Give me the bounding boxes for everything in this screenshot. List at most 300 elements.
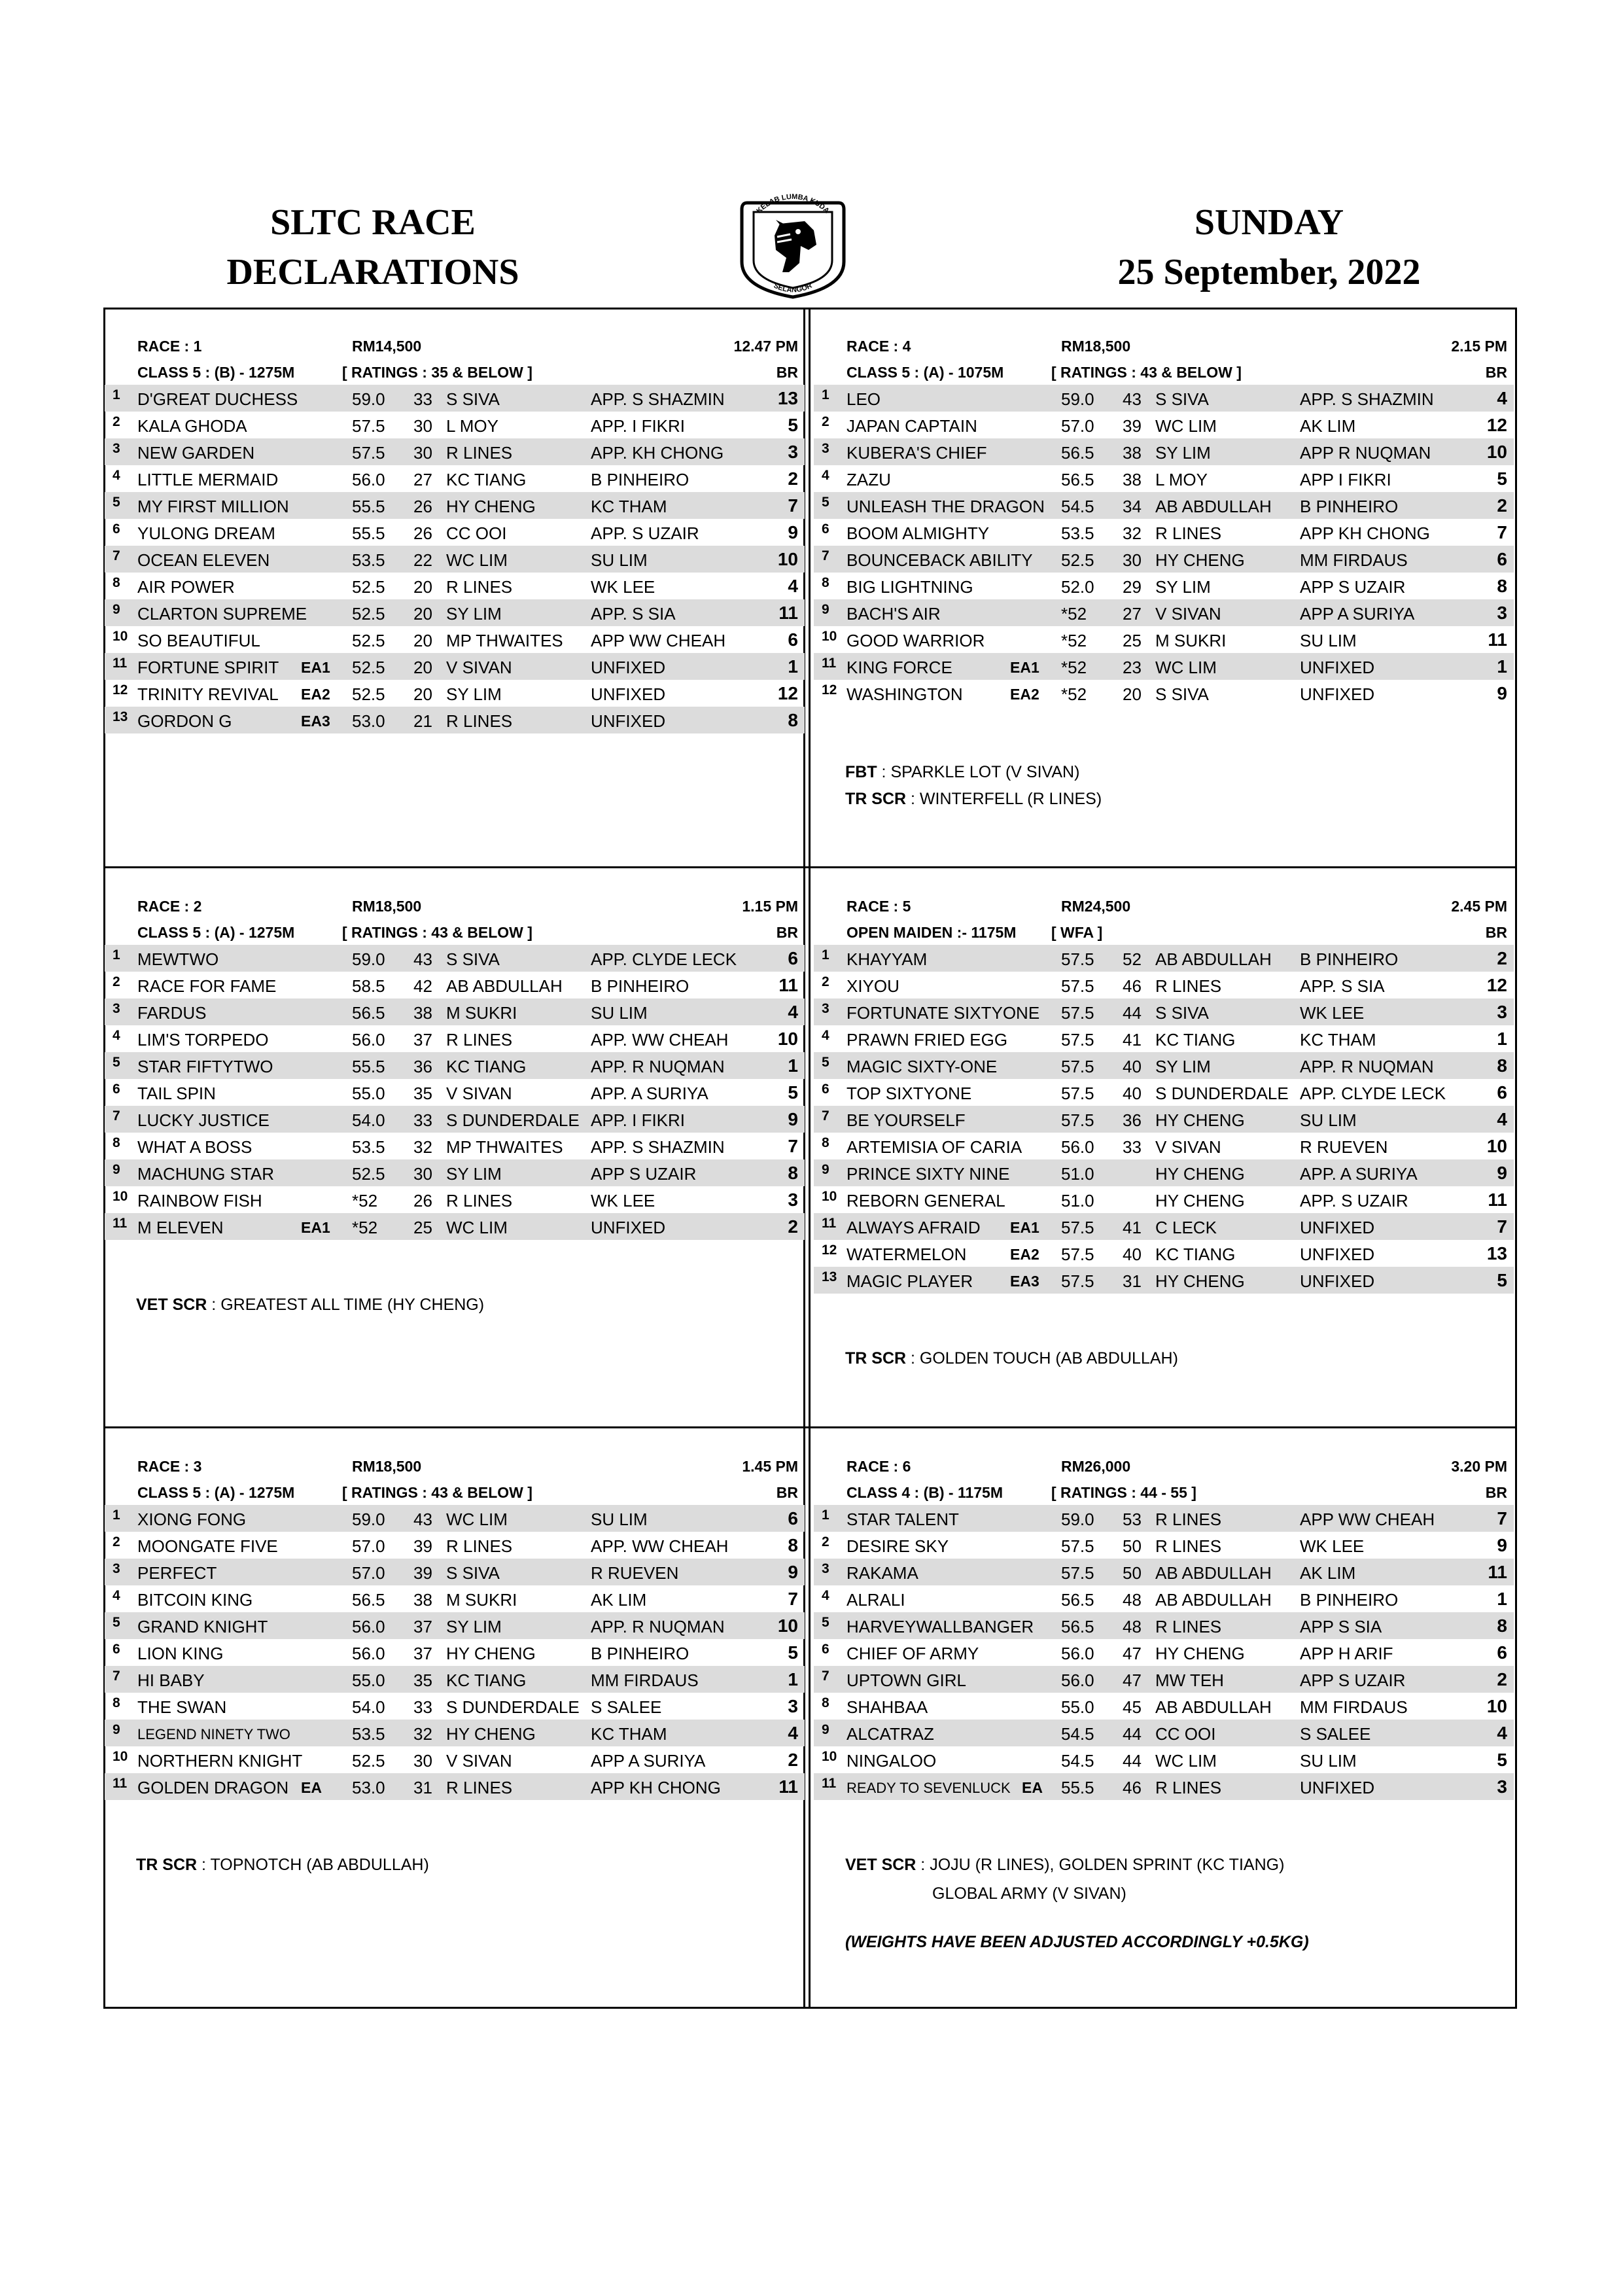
row-divider-2 [103,1426,1517,1428]
jockey-name: MM FIRDAUS [591,1670,699,1690]
barrier-draw: 10 [777,1029,798,1049]
handicap-weight: 56.5 [1061,470,1094,489]
trainer-name: R LINES [1155,976,1222,996]
trainer-name: KC TIANG [1155,1245,1236,1264]
title-right-line2: 25 September, 2022 [1117,252,1421,292]
horse-name: HI BABY [137,1670,205,1690]
trainer-name: S SIVA [1155,684,1209,704]
jockey-name: APP. S SIA [1300,976,1385,996]
handicap-weight: 57.5 [1061,1536,1094,1556]
race-prize: RM26,000 [1061,1458,1131,1475]
jockey-name: APP KH CHONG [1300,523,1430,543]
horse-name: SHAHBAA [846,1697,928,1717]
horse-rating: 31 [413,1778,432,1797]
jockey-name: APP I FIKRI [1300,470,1391,489]
horse-rating: 20 [413,684,432,704]
runner-row [105,1746,805,1773]
trainer-name: SY LIM [446,1617,502,1636]
runner-number: 3 [822,1561,829,1576]
handicap-weight: 55.5 [1061,1778,1094,1797]
runner-row [105,1213,805,1240]
emergency-acceptor-tag: EA2 [1010,686,1039,703]
handicap-weight: 59.0 [1061,1510,1094,1529]
barrier-draw: 7 [1497,1508,1507,1528]
barrier-draw: 9 [1497,683,1507,703]
horse-rating: 29 [1123,577,1142,597]
runner-row [105,680,805,707]
race-class: CLASS 5 : (A) - 1275M [137,924,295,941]
handicap-weight: 53.5 [352,1724,385,1744]
barrier-draw: 11 [1488,629,1507,650]
handicap-weight: 55.0 [1061,1697,1094,1717]
runner-row [814,972,1514,998]
runner-list [814,1505,1514,1800]
horse-name: KUBERA'S CHIEF [846,443,987,463]
horse-name: NORTHERN KNIGHT [137,1751,303,1771]
barrier-draw: 1 [1497,656,1507,677]
trainer-name: AB ABDULLAH [1155,1563,1272,1583]
handicap-weight: 54.5 [1061,1724,1094,1744]
horse-rating: 47 [1123,1644,1142,1663]
horse-name: BOUNCEBACK ABILITY [846,550,1033,570]
horse-rating: 41 [1123,1218,1142,1237]
runner-row [814,1267,1514,1294]
horse-name: PRINCE SIXTY NINE [846,1164,1010,1184]
jockey-name: MM FIRDAUS [1300,1697,1408,1717]
handicap-weight: *52 [352,1218,378,1237]
race-time: 2.15 PM [1451,338,1507,355]
trainer-name: SY LIM [446,1164,502,1184]
trainer-name: S SIVA [446,949,500,969]
trainer-name: S SIVA [446,1563,500,1583]
horse-rating: 20 [413,658,432,677]
trainer-name: R LINES [446,1191,513,1210]
handicap-weight: 56.0 [352,1030,385,1050]
race-panel-4 [814,332,1514,707]
runner-row [814,1693,1514,1720]
jockey-name: APP. WW CHEAH [591,1536,729,1556]
horse-name: AIR POWER [137,577,235,597]
horse-rating: 20 [1123,684,1142,704]
runner-number: 12 [113,682,128,698]
trainer-name: R LINES [1155,1617,1222,1636]
horse-rating: 44 [1123,1003,1142,1023]
jockey-name: APP. S UZAIR [1300,1191,1408,1210]
emergency-acceptor-tag: EA1 [301,659,330,676]
trainer-name: R LINES [446,577,513,597]
horse-name: STAR TALENT [846,1510,959,1529]
barrier-draw: 10 [1486,1696,1507,1716]
runner-row [105,1693,805,1720]
jockey-name: WK LEE [1300,1536,1365,1556]
race-number: RACE : 6 [846,1458,911,1475]
runner-row [105,626,805,653]
jockey-name: APP H ARIF [1300,1644,1393,1663]
barrier-draw: 5 [788,1082,798,1103]
handicap-weight: 56.5 [1061,1590,1094,1610]
barrier-draw: 7 [1497,522,1507,542]
handicap-weight: 51.0 [1061,1164,1094,1184]
handicap-weight: *52 [352,1191,378,1210]
jockey-name: SU LIM [591,550,648,570]
race-rating: [ RATINGS : 43 & BELOW ] [342,924,532,941]
trainer-name: M SUKRI [1155,631,1227,650]
runner-row [814,1559,1514,1585]
runner-row [105,599,805,626]
runner-row [814,492,1514,519]
runner-number: 5 [113,495,120,510]
jockey-name: WK LEE [1300,1003,1365,1023]
barrier-draw: 5 [1497,1750,1507,1770]
horse-name: CHIEF OF ARMY [846,1644,979,1663]
handicap-weight: 57.5 [1061,1271,1094,1291]
race-class: OPEN MAIDEN :- 1175M [846,924,1017,941]
race-panel-1 [105,332,805,733]
barrier-draw: 6 [1497,1642,1507,1663]
horse-name: LITTLE MERMAID [137,470,279,489]
runner-row [814,1159,1514,1186]
row-divider-1 [103,866,1517,868]
horse-name: KHAYYAM [846,949,928,969]
handicap-weight: 55.0 [352,1084,385,1103]
handicap-weight: 57.0 [1061,416,1094,436]
horse-name: FORTUNATE SIXTYONE [846,1003,1040,1023]
horse-rating: 36 [1123,1110,1142,1130]
barrier-draw: 3 [788,442,798,462]
horse-rating: 33 [413,1110,432,1130]
runner-row [814,1585,1514,1612]
runner-number: 2 [822,1534,829,1549]
runner-row [814,1639,1514,1666]
runner-number: 10 [822,1189,837,1204]
trainer-name: SY LIM [1155,577,1211,597]
horse-rating: 20 [413,631,432,650]
handicap-weight: 52.5 [352,684,385,704]
runner-row [105,1773,805,1800]
horse-name: NEW GARDEN [137,443,255,463]
runner-row [814,546,1514,573]
handicap-weight: 53.0 [352,1778,385,1797]
trainer-name: HY CHENG [1155,1110,1245,1130]
emergency-acceptor-tag: EA [301,1779,322,1796]
barrier-draw: 9 [1497,1163,1507,1183]
horse-name: GRAND KNIGHT [137,1617,268,1636]
barrier-draw: 6 [1497,1082,1507,1103]
horse-rating: 27 [1123,604,1142,624]
trainer-name: V SIVAN [446,658,512,677]
trainer-name: R LINES [1155,1536,1222,1556]
runner-number: 6 [822,1642,829,1657]
horse-name: BOOM ALMIGHTY [846,523,990,543]
jockey-name: APP. A SURIYA [591,1084,708,1103]
trainer-name: R LINES [446,711,513,731]
horse-rating: 40 [1123,1057,1142,1076]
horse-name: TRINITY REVIVAL [137,684,279,704]
barrier-draw: 10 [1486,442,1507,462]
horse-rating: 39 [1123,416,1142,436]
handicap-weight: 56.5 [1061,443,1094,463]
horse-name: KING FORCE [846,658,952,677]
jockey-name: APP S UZAIR [591,1164,697,1184]
horse-rating: 25 [1123,631,1142,650]
jockey-name: APP. S SIA [591,604,676,624]
runner-number: 9 [822,602,829,617]
race-prize: RM24,500 [1061,898,1131,915]
barrier-draw: 4 [788,1002,798,1022]
barrier-draw: 3 [1497,1002,1507,1022]
jockey-name: APP. S SHAZMIN [591,389,725,409]
title-right-line1: SUNDAY [1194,202,1344,243]
race-prize: RM18,500 [352,898,422,915]
jockey-name: B PINHEIRO [591,470,689,489]
runner-number: 9 [113,1722,120,1737]
horse-rating: 39 [413,1563,432,1583]
jockey-name: APP. KH CHONG [591,443,724,463]
runner-row [814,438,1514,465]
runner-number: 5 [822,495,829,510]
barrier-draw: 4 [788,576,798,596]
horse-name: SO BEAUTIFUL [137,631,260,650]
jockey-name: KC THAM [591,1724,667,1744]
barrier-draw: 9 [1497,1535,1507,1555]
horse-name: OCEAN ELEVEN [137,550,270,570]
barrier-draw: 3 [788,1190,798,1210]
handicap-weight: 53.5 [1061,523,1094,543]
horse-name: GOOD WARRIOR [846,631,985,650]
barrier-draw: 2 [1497,948,1507,968]
jockey-name: APP A SURIYA [1300,604,1415,624]
race2-note-1: VET SCR : GREATEST ALL TIME (HY CHENG) [136,1296,485,1314]
trainer-name: CC OOI [1155,1724,1216,1744]
race-time: 3.20 PM [1451,1458,1507,1475]
jockey-name: UNFIXED [1300,1271,1375,1291]
runner-row [105,707,805,733]
jockey-name: APP. I FIKRI [591,1110,686,1130]
jockey-name: APP S UZAIR [1300,577,1406,597]
race-rating: [ RATINGS : 43 & BELOW ] [342,1484,532,1501]
trainer-name: S DUNDERDALE [446,1110,580,1130]
runner-row [814,1746,1514,1773]
race-panel-3 [105,1453,805,1800]
jockey-name: B PINHEIRO [1300,949,1399,969]
barrier-draw: 1 [1497,1589,1507,1609]
runner-row [814,653,1514,680]
horse-name: LION KING [137,1644,224,1663]
jockey-name: APP WW CHEAH [1300,1510,1435,1529]
horse-name: PRAWN FRIED EGG [846,1030,1008,1050]
trainer-name: M SUKRI [446,1590,517,1610]
runner-list [105,385,805,733]
runner-list [814,385,1514,707]
runner-row [814,599,1514,626]
emergency-acceptor-tag: EA2 [1010,1246,1039,1263]
barrier-draw: 12 [1486,415,1507,435]
handicap-weight: *52 [1061,604,1087,624]
race-panel-6 [814,1453,1514,1800]
trainer-name: SY LIM [1155,1057,1211,1076]
barrier-draw: 12 [777,683,798,703]
runner-row [105,492,805,519]
runner-number: 6 [113,1082,120,1097]
handicap-weight: 54.0 [352,1110,385,1130]
horse-rating: 30 [413,443,432,463]
horse-name: ALCATRAZ [846,1724,934,1744]
runner-number: 10 [822,1749,837,1764]
barrier-draw: 6 [788,948,798,968]
barrier-label: BR [1485,364,1507,381]
jockey-name: UNFIXED [591,684,666,704]
runner-number: 11 [113,1776,128,1791]
handicap-weight: 56.5 [1061,1617,1094,1636]
trainer-name: SY LIM [446,684,502,704]
race-header [814,892,1514,919]
horse-name: MAGIC SIXTY-ONE [846,1057,998,1076]
runner-number: 9 [822,1162,829,1177]
runner-row [105,1666,805,1693]
horse-name: NINGALOO [846,1751,937,1771]
runner-number: 4 [113,1028,120,1043]
trainer-name: AB ABDULLAH [1155,1697,1272,1717]
handicap-weight: 56.0 [352,470,385,489]
horse-name: ALWAYS AFRAID [846,1218,981,1237]
horse-rating: 38 [413,1003,432,1023]
barrier-draw: 5 [1497,468,1507,489]
horse-rating: 37 [413,1617,432,1636]
handicap-weight: 54.5 [1061,497,1094,516]
runner-row [105,412,805,438]
trainer-name: KC TIANG [446,1057,527,1076]
race-header [105,1453,805,1479]
emergency-acceptor-tag: EA3 [301,713,330,730]
jockey-name: APP. S UZAIR [591,523,699,543]
runner-row [105,1133,805,1159]
race-subheader [105,919,805,945]
race-subheader [814,1479,1514,1505]
horse-name: BIG LIGHTNING [846,577,973,597]
jockey-name: APP. A SURIYA [1300,1164,1418,1184]
horse-name: M ELEVEN [137,1218,224,1237]
horse-rating: 26 [413,497,432,516]
handicap-weight: 59.0 [1061,389,1094,409]
trainer-name: M SUKRI [446,1003,517,1023]
handicap-weight: 56.0 [352,1617,385,1636]
horse-rating: 32 [413,1724,432,1744]
runner-number: 4 [113,468,120,483]
runner-number: 10 [113,1749,128,1764]
horse-rating: 25 [413,1218,432,1237]
jockey-name: B PINHEIRO [1300,497,1399,516]
runner-number: 13 [822,1269,837,1284]
race-number: RACE : 5 [846,898,911,915]
race6-note-2: GLOBAL ARMY (V SIVAN) [932,1884,1126,1903]
horse-name: RAKAMA [846,1563,918,1583]
jockey-name: SU LIM [1300,1751,1357,1771]
horse-rating: 32 [1123,523,1142,543]
race-rating: [ RATINGS : 35 & BELOW ] [342,364,532,381]
jockey-name: UNFIXED [591,1218,666,1237]
runner-number: 8 [822,1135,829,1150]
horse-name: RACE FOR FAME [137,976,277,996]
runner-number: 5 [822,1055,829,1070]
jockey-name: MM FIRDAUS [1300,550,1408,570]
runner-row [814,1666,1514,1693]
trainer-name: AB ABDULLAH [446,976,563,996]
jockey-name: APP WW CHEAH [591,631,726,650]
trainer-name: S SIVA [1155,389,1209,409]
horse-name: WASHINGTON [846,684,963,704]
runner-row [105,653,805,680]
runner-row [105,945,805,972]
race4-note-2: TR SCR : WINTERFELL (R LINES) [845,790,1102,808]
horse-name: BITCOIN KING [137,1590,253,1610]
horse-name: LEGEND NINETY TWO [137,1726,290,1742]
runner-row [814,998,1514,1025]
horse-name: UNLEASH THE DRAGON [846,497,1045,516]
runner-row [105,573,805,599]
horse-rating: 46 [1123,976,1142,996]
jockey-name: APP A SURIYA [591,1751,706,1771]
runner-number: 8 [822,575,829,590]
barrier-draw: 8 [788,1163,798,1183]
column-divider-right [809,308,811,2009]
jockey-name: SU LIM [591,1510,648,1529]
runner-number: 12 [822,1243,837,1258]
handicap-weight: 53.5 [352,550,385,570]
horse-rating: 32 [413,1137,432,1157]
horse-rating: 23 [1123,658,1142,677]
race-subheader [105,1479,805,1505]
horse-name: MY FIRST MILLION [137,497,289,516]
handicap-weight: 57.5 [1061,1245,1094,1264]
horse-name: PERFECT [137,1563,217,1583]
horse-name: MACHUNG STAR [137,1164,274,1184]
handicap-weight: 56.0 [1061,1644,1094,1663]
runner-row [105,1079,805,1106]
jockey-name: APP. R NUQMAN [1300,1057,1434,1076]
horse-rating: 38 [1123,470,1142,489]
runner-number: 1 [822,1508,829,1523]
runner-row [814,1505,1514,1532]
barrier-draw: 11 [778,975,798,995]
trainer-name: S SIVA [446,389,500,409]
runner-row [105,1159,805,1186]
trainer-name: WC LIM [1155,1751,1217,1771]
runner-row [814,573,1514,599]
horse-rating: 45 [1123,1697,1142,1717]
jockey-name: UNFIXED [1300,1218,1375,1237]
handicap-weight: *52 [1061,684,1087,704]
emergency-acceptor-tag: EA1 [301,1219,330,1236]
jockey-name: R RUEVEN [591,1563,679,1583]
barrier-draw: 2 [1497,495,1507,516]
jockey-name: APP. WW CHEAH [591,1030,729,1050]
barrier-draw: 5 [1497,1270,1507,1290]
jockey-name: KC THAM [591,497,667,516]
handicap-weight: 52.5 [1061,550,1094,570]
jockey-name: SU LIM [1300,631,1357,650]
handicap-weight: 55.0 [352,1670,385,1690]
barrier-draw: 5 [788,1642,798,1663]
runner-number: 7 [822,1669,829,1684]
race-class: CLASS 5 : (A) - 1275M [137,1484,295,1501]
runner-number: 8 [113,575,120,590]
handicap-weight: 52.5 [352,1164,385,1184]
barrier-draw: 8 [788,710,798,730]
runner-number: 8 [113,1135,120,1150]
jockey-name: APP. R NUQMAN [591,1617,725,1636]
race-number: RACE : 2 [137,898,202,915]
barrier-draw: 9 [788,522,798,542]
